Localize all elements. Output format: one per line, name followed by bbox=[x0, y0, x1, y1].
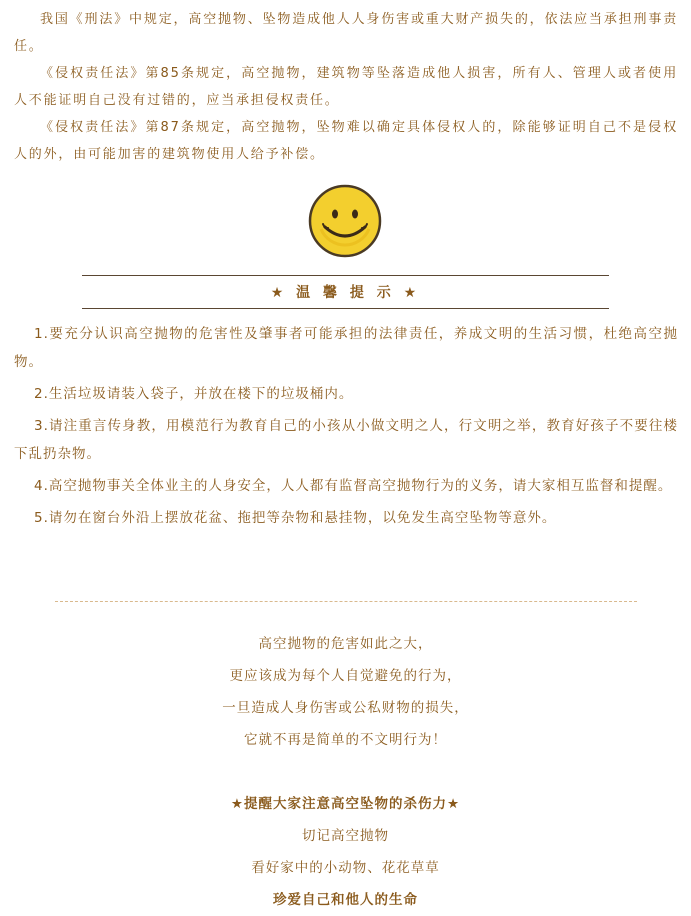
poem-line-4: 它就不再是简单的不文明行为！ bbox=[244, 732, 447, 748]
tips-list bbox=[14, 320, 678, 536]
tip-item-1: 1.要充分认识高空抛物的危害性及肇事者可能承担的法律责任，养成文明的生活习惯，杜绝高空抛物。 bbox=[14, 326, 678, 370]
tip-item-4: 4.高空抛物事关全体业主的人身安全，人人都有监督高空抛物行为的义务，请大家相互监督和提醒。 bbox=[34, 478, 673, 494]
dashed-divider bbox=[55, 601, 637, 602]
smiley-face-icon bbox=[307, 183, 383, 259]
closing-heading: ★提醒大家注意高空坠物的杀伤力★ bbox=[230, 796, 461, 812]
smiley-right-eye bbox=[352, 210, 358, 219]
law-paragraph-criminal-law: 我国《刑法》中规定，高空抛物、坠物造成他人人身伤害或重大财产损失的，依法应当承担刑事责任。 bbox=[14, 12, 678, 54]
poem-line-3: 一旦造成人身伤害或公私财物的损失， bbox=[222, 700, 469, 716]
smiley-face-graphic bbox=[307, 183, 383, 259]
law-section bbox=[14, 6, 678, 168]
tips-header bbox=[82, 275, 609, 310]
tip-item-3: 3.请注重言传身教，用模范行为教育自己的小孩从小做文明之人，行文明之举，教育好孩子不要往楼下乱扔杂物。 bbox=[14, 418, 678, 462]
closing-line-1: 切记高空抛物 bbox=[302, 828, 389, 844]
tips-bottom-rule bbox=[82, 308, 609, 309]
closing-line-3: 珍爱自己和他人的生命 bbox=[273, 892, 418, 908]
closing-line-2: 看好家中的小动物、花花草草 bbox=[251, 860, 440, 876]
tip-item-2: 2.生活垃圾请装入袋子，并放在楼下的垃圾桶内。 bbox=[34, 386, 354, 402]
poem-line-1: 高空抛物的危害如此之大， bbox=[258, 636, 433, 652]
tip-item-5: 5.请勿在窗台外沿上摆放花盆、拖把等杂物和悬挂物，以免发生高空坠物等意外。 bbox=[34, 510, 557, 526]
tips-title: ★ 温 馨 提 示 ★ bbox=[270, 285, 421, 301]
smiley-left-eye bbox=[332, 210, 338, 219]
poem-line-2: 更应该成为每个人自觉避免的行为， bbox=[229, 668, 462, 684]
law-paragraph-tort-law-85: 《侵权责任法》第85条规定，高空抛物，建筑物等坠落造成他人损害，所有人、管理人或者使用人不能证明自己没有过错的，应当承担侵权责任。 bbox=[14, 66, 678, 108]
poem-section bbox=[0, 628, 691, 756]
closing-section bbox=[0, 788, 691, 916]
tips-top-rule bbox=[82, 275, 609, 276]
law-paragraph-tort-law-87: 《侵权责任法》第87条规定，高空抛物，坠物难以确定具体侵权人的，除能够证明自己不是侵权人的外，由可能加害的建筑物使用人给予补偿。 bbox=[14, 120, 678, 162]
